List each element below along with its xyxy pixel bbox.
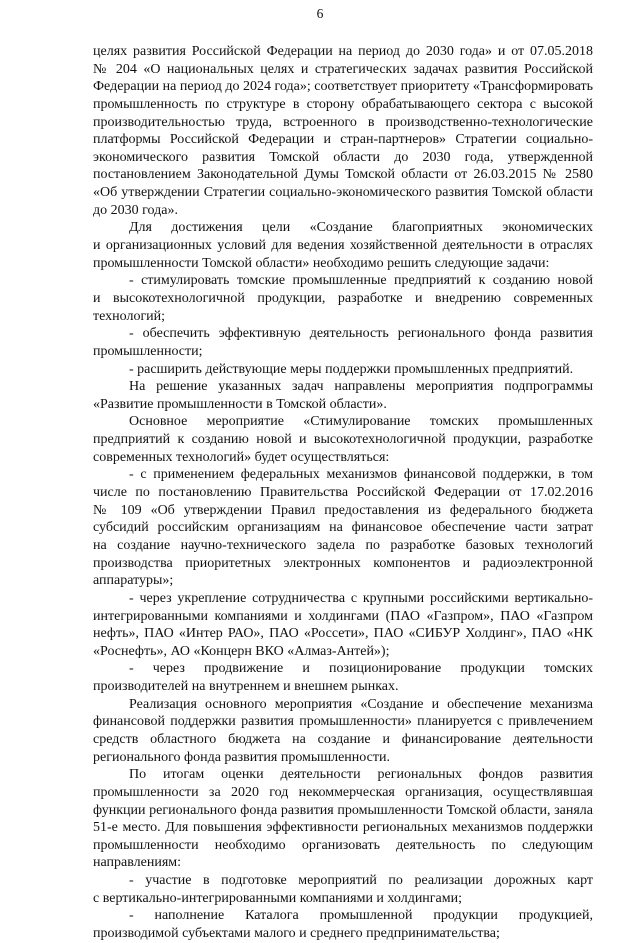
text-line: Основное мероприятие «Стимулирование томских промышленных (129, 414, 593, 430)
text-line: целях развития Российской Федерации на период до 2030 года» и от 07.05.2018 (93, 44, 593, 59)
text-line: - стимулировать томские промышленные предприятий к созданию новой (129, 273, 593, 289)
text-line: промышленности; (93, 343, 203, 359)
text-line: На решение указанных задач направлены мероприятия подпрограммы (129, 379, 593, 395)
text-line: - через продвижение и позиционирование продукции томских (129, 661, 593, 677)
text-line: до 2030 года». (93, 202, 178, 218)
text-line: «Развитие промышленности в Томской области». (93, 396, 387, 412)
text-line: экономического развития Томской области до 2030 года, утвержденной (93, 149, 593, 165)
text-line: аппаратуры»; (93, 573, 174, 589)
text-line: финансовой поддержки развития промышленности» планируется с привлечением (93, 714, 593, 730)
text-line: № 109 «Об утверждении Правил предоставления из федерального бюджета (93, 502, 593, 518)
body-text (93, 43, 593, 943)
text-line: на создание научно-технического задела по разработке базовых технологий (93, 537, 593, 553)
text-line: - расширить действующие меры поддержки промышленных предприятий. (129, 361, 574, 377)
text-line: производителей на внутреннем и внешнем рынках. (93, 679, 399, 695)
text-line: - наполнение Каталога промышленной продукции продукцией, (129, 908, 593, 924)
text-line: современных технологий» будет осуществляться: (93, 449, 390, 465)
text-line: По итогам оценки деятельности региональных фондов развития (129, 767, 593, 783)
text-line: Для достижения цели «Создание благоприятных экономических (129, 220, 593, 236)
text-line: Федерации на период до 2024 года»; соответствует приоритету «Трансформировать (93, 79, 593, 95)
text-line: субсидий российским организациям на финансовое обеспечение части затрат (93, 520, 593, 536)
text-line: промышленность по структуре в сторону обрабатывающего сектора с высокой (93, 96, 593, 112)
text-line: - участие в подготовке мероприятий по реализации дорожных карт (129, 873, 593, 889)
text-line: производимой субъектами малого и среднего предпринимательства; (93, 926, 500, 942)
text-line: «Об утверждении Стратегии социально-экономического развития Томской области (93, 185, 593, 201)
text-line: платформы Российской Федерации и стран-партнеров» Стратегии социально- (93, 132, 593, 148)
text-line: производительностью труда, встроенного в производственно-технологические (93, 114, 593, 130)
text-line: предприятий к созданию новой и высокотехнологичной продукции, разработке (93, 432, 593, 448)
text-line: нефть», ПАО «Интер РАО», ПАО «Россети», ПАО «СИБУР Холдинг», ПАО «НК (93, 626, 593, 642)
text-line: - с применением федеральных механизмов финансовой поддержки, в том (129, 467, 593, 483)
text-line: интегрированными компаниями и холдингами (ПАО «Газпром», ПАО «Газпром (93, 608, 593, 624)
text-line: производства приоритетных электронных компонентов и радиоэлектронной (93, 555, 593, 571)
text-line: промышленности необходимо организовать деятельность по следующим (93, 837, 593, 853)
text-line: 51-е место. Для повышения эффективности региональных механизмов поддержки (93, 820, 593, 836)
text-line: технологий; (93, 308, 166, 324)
text-line: функции регионального фонда развития промышленности Томской области, заняла (93, 802, 593, 818)
text-line: - обеспечить эффективную деятельность регионального фонда развития (129, 326, 593, 342)
text-line: промышленности Томской области» необходимо решить следующие задачи: (93, 255, 550, 271)
text-line: с вертикально-интегрированными компаниями и холдингами; (93, 890, 462, 906)
text-line: числе по постановлению Правительства Российской Федерации от 17.02.2016 (93, 485, 593, 501)
text-line: № 204 «О национальных целях и стратегических задачах развития Российской (93, 61, 593, 77)
page-number: 6 (316, 6, 324, 21)
text-line: и высокотехнологичной продукции, разработке и внедрению современных (93, 290, 593, 306)
text-line: постановлением Законодательной Думы Томской области от 26.03.2015 № 2580 (93, 167, 593, 183)
text-line: направлениям: (93, 855, 182, 871)
text-line: - через укрепление сотрудничества с крупными российскими вертикально- (129, 590, 593, 606)
text-line: «Роснефть», АО «Концерн ВКО «Алмаз-Антей»); (93, 643, 390, 659)
text-line: промышленности за 2020 год некоммерческая организация, осуществлявшая (93, 784, 593, 800)
text-line: и организационных условий для ведения хозяйственной деятельности в отраслях (93, 238, 593, 254)
text-line: Реализация основного мероприятия «Создание и обеспечение механизма (129, 696, 593, 712)
text-line: средств областного бюджета на создание и финансирование деятельности (93, 731, 593, 747)
text-line: регионального фонда развития промышленности. (93, 749, 390, 765)
